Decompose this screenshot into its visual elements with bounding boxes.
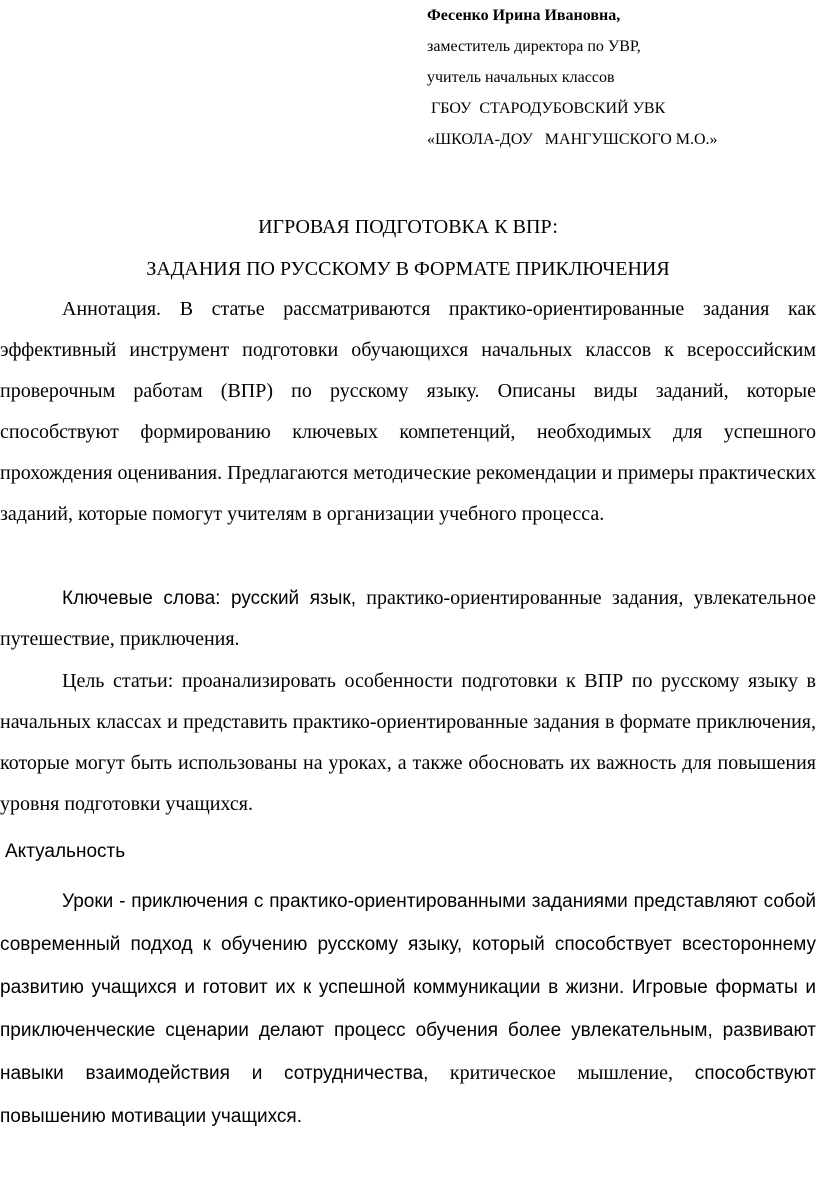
author-name: Фесенко Ирина Ивановна,: [427, 7, 621, 24]
relevance-text-part1: Уроки - приключения с практико-ориентированными заданиями представляют собой современный подход к обучению русскому языку, который способствует всестороннему развитию учащихся и готовит их к успешной коммуникации в жизни. Игровые форматы и приключенческие сценарии делают процесс обучения более увлекательным, развивают навыки взаимодействия и сотрудничества,: [0, 891, 816, 1084]
relevance-paragraph: [0, 880, 816, 1138]
article-title-line1: ИГРОВАЯ ПОДГОТОВКА К ВПР:: [258, 216, 558, 238]
author-position: заместитель директора по УВР,: [427, 38, 641, 55]
goal-paragraph: Цель статьи: проанализировать особенности подготовки к ВПР по русскому языку в начальных классах и представить практико-ориентированные задания в формате приключения, которые могут быть использованы на уроках, а также обосновать их важность для повышения уровня подготовки учащихся.: [0, 670, 816, 815]
section-heading-relevance: Актуальность: [5, 841, 126, 862]
author-role: учитель начальных классов: [427, 69, 615, 86]
keywords-paragraph: [0, 578, 816, 660]
author-block: [427, 0, 718, 155]
author-organization-line2: «ШКОЛА-ДОУ МАНГУШСКОГО М.О.»: [427, 131, 718, 148]
author-organization-line1: ГБОУ СТАРОДУБОВСКИЙ УВК: [427, 100, 666, 117]
article-title-line2: ЗАДАНИЯ ПО РУССКОМУ В ФОРМАТЕ ПРИКЛЮЧЕНИЯ: [146, 258, 670, 280]
relevance-text-part2: критическое мышление,: [428, 1062, 674, 1084]
keywords-label: Ключевые слова: русский язык,: [62, 588, 356, 609]
annotation-paragraph: Аннотация. В статье рассматриваются практико-ориентированные задания как эффективный инструмент подготовки обучающихся начальных классов к всероссийским проверочным работам (ВПР) по русскому языку. Описаны виды заданий, которые способствуют формированию ключевых компетенций, необходимых для успешного прохождения оценивания. Предлагаются методические рекомендации и примеры практических заданий, которые помогут учителям в организации учебного процесса.: [0, 298, 816, 525]
relevance-text-part3: способствуют повышению мотивации учащихся.: [0, 1063, 816, 1127]
keywords-text: практико-ориентированные задания, увлекательное путешествие, приключения.: [0, 587, 816, 650]
